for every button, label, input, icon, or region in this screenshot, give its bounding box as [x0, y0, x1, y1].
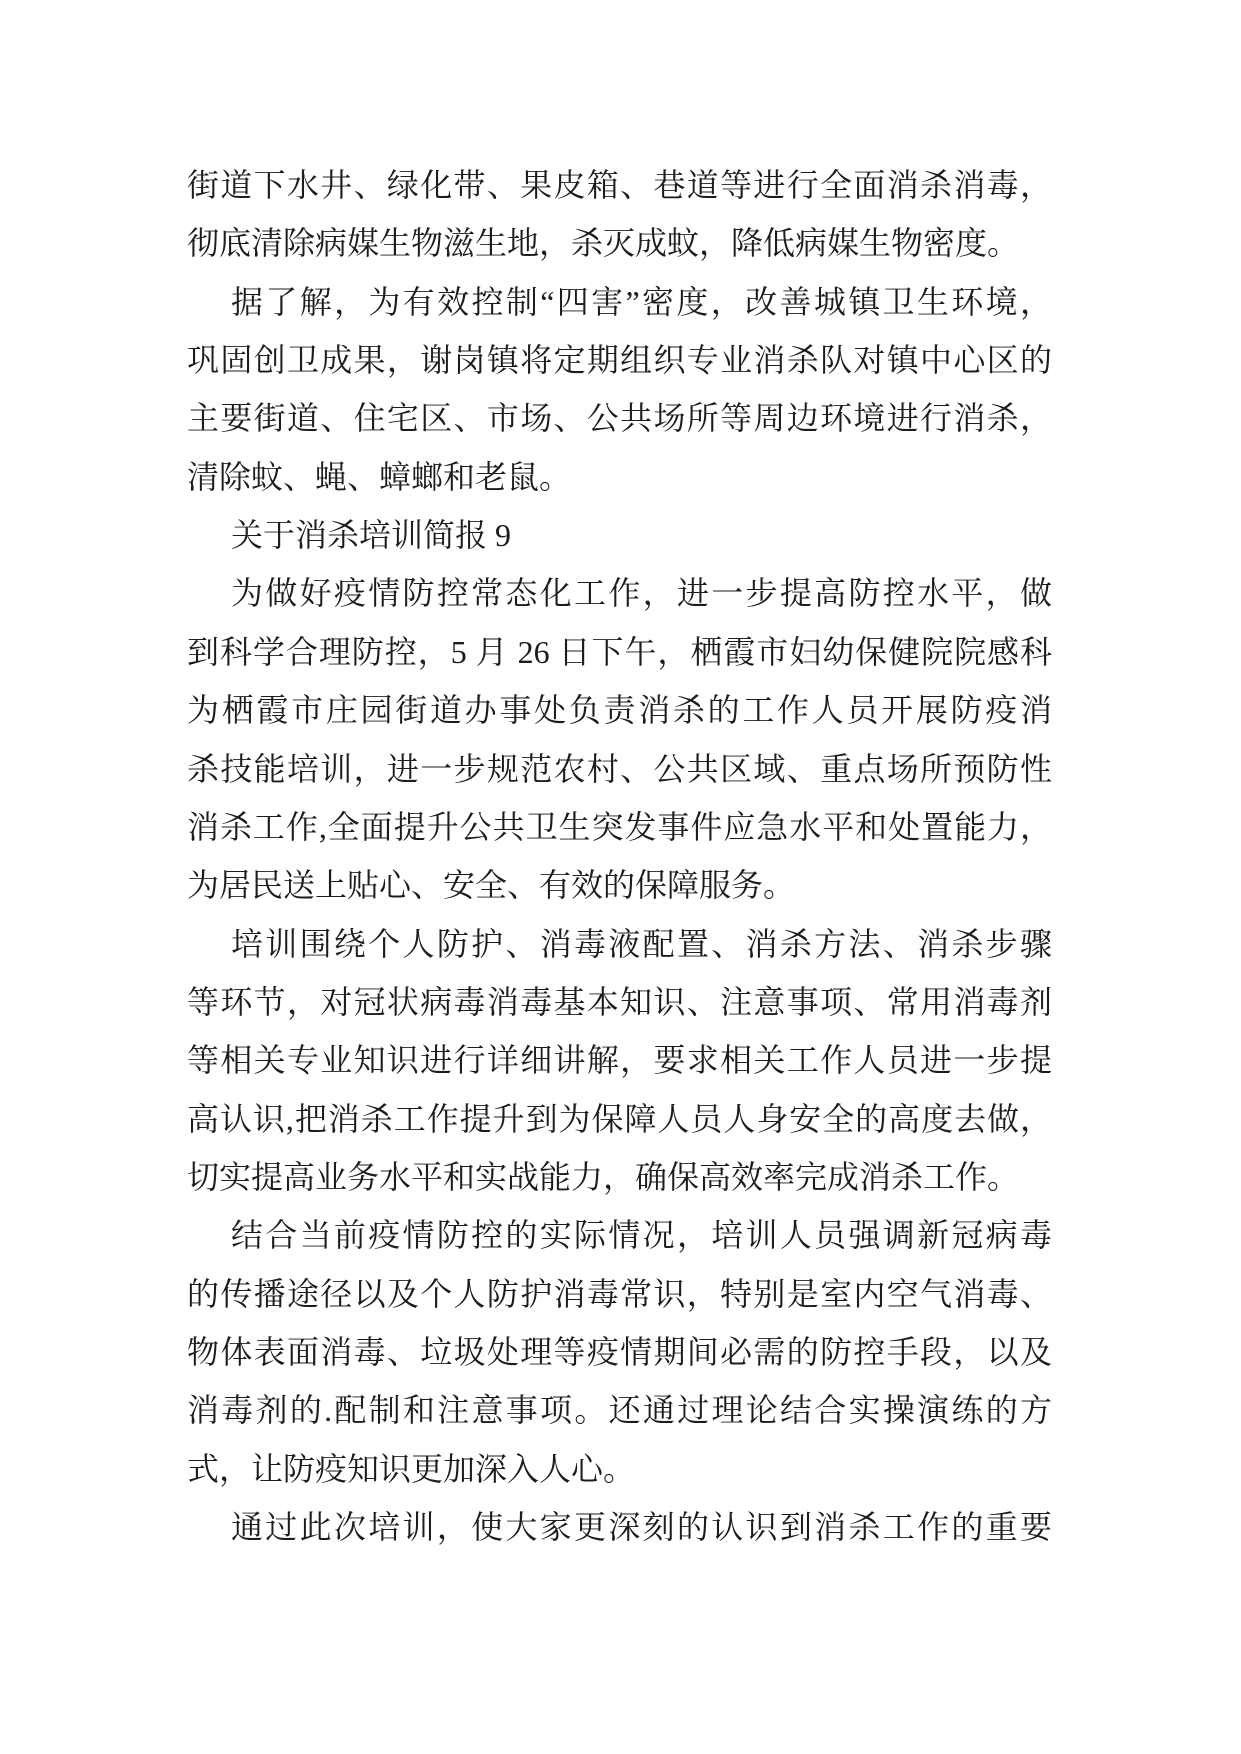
- text-line: 街道下水井、绿化带、果皮箱、巷道等进行全面消杀消毒，: [187, 167, 1052, 203]
- text-line: 物体表面消毒、垃圾处理等疫情期间必需的防控手段，以及: [187, 1334, 1052, 1370]
- text-line: 据了解，为有效控制“四害”密度，改善城镇卫生环境，: [231, 283, 1052, 320]
- text-line: 主要街道、住宅区、市场、公共场所等周边环境进行消杀，: [187, 400, 1052, 437]
- text-line: 巩固创卫成果，谢岗镇将定期组织专业消杀队对镇中心区的: [187, 342, 1052, 379]
- text-line: 结合当前疫情防控的实际情况，培训人员强调新冠病毒: [231, 1217, 1052, 1254]
- text-line: 培训围绕个人防护、消毒液配置、消杀方法、消杀步骤: [231, 925, 1052, 962]
- text-line: 等相关专业知识进行详细讲解，要求相关工作人员进一步提: [187, 1042, 1052, 1079]
- text-line: 切实提高业务水平和实战能力，确保高效率完成消杀工作。: [187, 1158, 1020, 1195]
- text-line: 通过此次培训，使大家更深刻的认识到消杀工作的重要: [231, 1509, 1052, 1546]
- text-line: 高认识,把消杀工作提升到为保障人员人身安全的高度去做，: [187, 1100, 1052, 1137]
- text-line: 为做好疫情防控常态化工作，进一步提高防控水平，做: [231, 575, 1052, 612]
- text-line: 彻底清除病媒生物滋生地，杀灭成蚊，降低病媒生物密度。: [187, 225, 1020, 262]
- text-line: 到科学合理防控，5 月 26 日下午，栖霞市妇幼保健院院感科: [187, 633, 1052, 670]
- text-line: 的传播途径以及个人防护消毒常识，特别是室内空气消毒、: [187, 1275, 1052, 1312]
- text-line: 为栖霞市庄园街道办事处负责消杀的工作人员开展防疫消: [187, 692, 1052, 729]
- text-line: 杀技能培训，进一步规范农村、公共区域、重点场所预防性: [187, 750, 1052, 787]
- text-line: 消毒剂的.配制和注意事项。还通过理论结合实操演练的方: [187, 1392, 1052, 1429]
- text-line: 等环节，对冠状病毒消毒基本知识、注意事项、常用消毒剂: [187, 983, 1052, 1020]
- text-line: 式，让防疫知识更加深入人心。: [187, 1450, 636, 1487]
- text-line: 消杀工作,全面提升公共卫生突发事件应急水平和处置能力，: [187, 808, 1052, 845]
- text-line: 清除蚊、蝇、蟑螂和老鼠。: [187, 458, 572, 495]
- heading-text: 关于消杀培训简报 9: [231, 517, 512, 554]
- text-line: 为居民送上贴心、安全、有效的保障服务。: [187, 867, 796, 904]
